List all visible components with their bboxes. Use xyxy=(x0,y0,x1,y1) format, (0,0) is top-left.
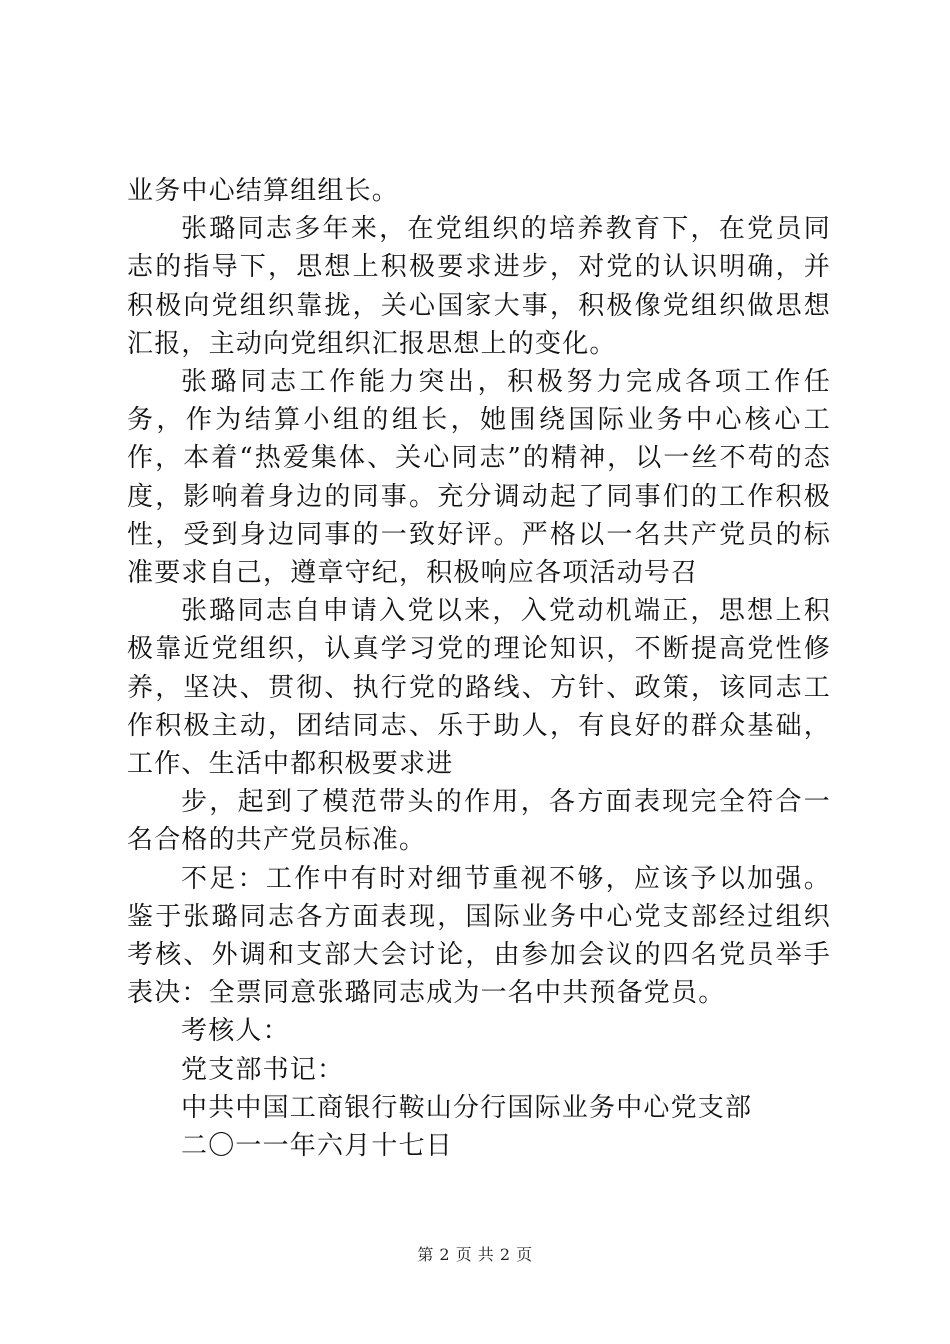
secretary-label: 党支部书记： xyxy=(181,1054,345,1085)
paragraph-continuation: 业务中心结算组组长。 xyxy=(127,176,400,206)
paragraph-work-ability: 张璐同志工作能力突出，积极努力完成各项工作任务，作为结算小组的组长，她围绕国际业务中心核心工作，本着“热爱集体、关心同志”的精神，以一丝不苟的态度，影响着身边的同事。充分调动起了同事们的工作积极性，受到身边同事的一致好评。严格以一名共产党员的标准要求自己，遵章守纪，积极响应各项活动号召 xyxy=(127,367,831,589)
paragraph-party-motivation: 张璐同志自申请入党以来，入党动机端正，思想上积极靠近党组织，认真学习党的理论知识，不断提高党性修养，坚决、贯彻、执行党的路线、方针、政策，该同志工作积极主动，团结同志、乐于助人，有良好的群众基础，工作、生活中都积极要求进 xyxy=(127,596,831,780)
reviewer-label: 考核人： xyxy=(181,1016,290,1047)
paragraph-model-role: 步，起到了模范带头的作用，各方面表现完全符合一名合格的共产党员标准。 xyxy=(127,787,831,856)
signing-date: 二〇一一年六月十七日 xyxy=(181,1131,454,1162)
document-body xyxy=(127,172,831,1165)
paragraph-political-attitude: 张璐同志多年来，在党组织的培养教育下，在党员同志的指导下，思想上积极要求进步，对党的认识明确，并积极向党组织靠拢，关心国家大事，积极像党组织做思想汇报，主动向党组织汇报思想上的变化。 xyxy=(127,214,831,359)
paragraph-shortcomings-decision: 不足：工作中有时对细节重视不够，应该予以加强。鉴于张璐同志各方面表现，国际业务中心党支部经过组织考核、外调和支部大会讨论，由参加会议的四名党员举手表决：全票同意张璐同志成为一名中共预备党员。 xyxy=(127,863,831,1009)
page-footer: 第 2 页 共 2 页 xyxy=(417,1245,533,1264)
organization-name: 中共中国工商银行鞍山分行国际业务中心党支部 xyxy=(181,1092,753,1123)
